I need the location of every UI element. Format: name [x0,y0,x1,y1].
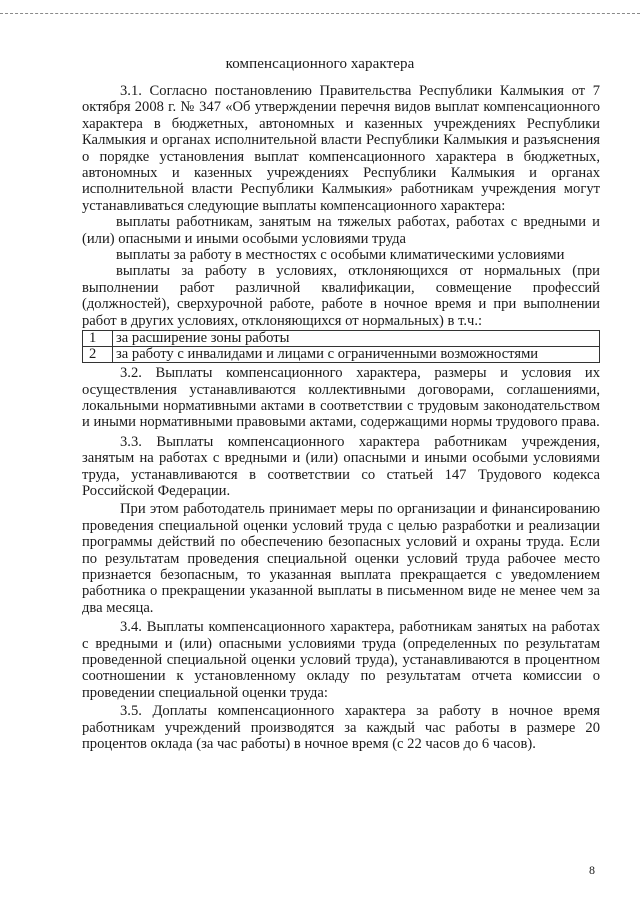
paragraph-3-3-continued: При этом работодатель принимает меры по организации и финансированию проведения специальной оценки условий труда с целью разработки и реализации программы действий по обеспечению безопасных условий и охраны труда. Если по результатам проведения специальной оценки условий труда рабочее место признается безопасным, то указанная выплата прекращается с уведомлением работника о прекращении указанной выплаты в письменном виде не менее чем за два месяца. [82,501,600,616]
page-number: 8 [589,863,595,877]
payment-item-abnormal-conditions: выплаты за работу в условиях, отклоняющихся от нормальных (при выполнении работ различной квалификации, совмещение профессий (должностей), сверхурочной работе, работе в ночное время и при выполнении работ в других условиях, отклоняющихся от нормальных) в т.ч.: [82,263,600,329]
table-cell-text: за расширение зоны работы [113,331,600,347]
paragraph-3-2: 3.2. Выплаты компенсационного характера, размеры и условия их осуществления устанавливаются коллективными договорами, соглашениями, локальными нормативными актами в соответствии с трудовым законодательством и иными нормативными правовыми актами, содержащими нормы трудового права. [82,365,600,431]
paragraph-3-4: 3.4. Выплаты компенсационного характера, работникам занятых на работах с вредными и (или) опасными условиями труда (определенных по результатам проведенной специальной оценки условий труда), устанавливаются в процентном соотношении к установленному окладу по результатам отчета комиссии о проведении специальной оценки труда: [82,619,600,701]
table-row [83,347,600,363]
paragraph-3-3: 3.3. Выплаты компенсационного характера работникам учреждения, занятым на работах с вредными и (или) опасными и иными особыми условиями труда, устанавливаются в соответствии со статьей 147 Трудового кодекса Российской Федерации. [82,433,600,499]
table-cell-number: 2 [83,347,113,363]
section-heading: компенсационного характера [225,56,415,72]
table-row [83,331,600,347]
scan-top-edge-line [0,13,640,14]
table-cell-number: 1 [83,331,113,347]
table-cell-text: за работу с инвалидами и лицами с ограниченными возможностями [113,347,600,363]
payment-item-climatic-conditions: выплаты за работу в местностях с особыми климатическими условиями [116,247,565,264]
paragraph-3-1: 3.1. Согласно постановлению Правительства Республики Калмыкия от 7 октября 2008 г. № 347 «Об утверждении перечня видов выплат компенсационного характера в бюджетных, автономных и казенных учреждениях Республики Калмыкия и органах исполнительной власти Республики Калмыкия и разъяснения о порядке установления выплат компенсационного характера в бюджетных, автономных и казенных учреждениях Республики Калмыкия и органах исполнительной власти Республики Калмыкия» работникам учреждения могут устанавливаться следующие выплаты компенсационного характера: [82,83,600,214]
document-body [82,83,600,752]
payment-item-harmful-conditions: выплаты работникам, занятым на тяжелых работах, работах с вредными и (или) опасными и иными особыми условиями труда [82,214,600,247]
paragraph-3-5: 3.5. Доплаты компенсационного характера за работу в ночное время работникам учреждений производятся за каждый час работы в размере 20 процентов оклада (за час работы) в ночное время (с 22 часов до 6 часов). [82,703,600,753]
payment-subtypes-table [82,330,600,363]
